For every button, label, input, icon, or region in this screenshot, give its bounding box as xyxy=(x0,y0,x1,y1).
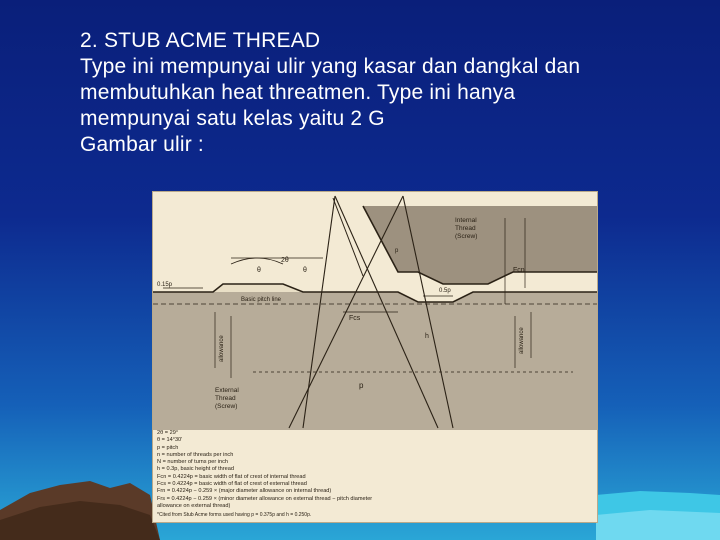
legend-line: 2θ = 29° xyxy=(157,430,179,436)
internal-thread-label-1: Internal xyxy=(455,217,477,224)
heading-line: 2. STUB ACME THREAD xyxy=(80,29,321,52)
dim-05p-label: 0.5p xyxy=(439,288,451,294)
legend-line: θ = 14°30' xyxy=(157,437,183,444)
body-line-3: mempunyai satu kelas yaitu 2 G xyxy=(80,107,385,130)
legend-line: n = number of threads per inch xyxy=(157,451,234,458)
legend-line: Frs = 0.4224p − 0.259 × (minor diameter allowance on external thread − pitch diameter xyxy=(157,495,373,502)
legend-line: Fcs = 0.4224p = basic width of flat of crest of external thread xyxy=(157,481,307,488)
legend-line: N = number of turns per inch xyxy=(157,459,229,466)
caption-line: Gambar ulir : xyxy=(80,133,204,156)
pitch-angle-label: 2θ xyxy=(281,257,289,264)
stub-acme-thread-diagram xyxy=(152,191,598,523)
half-angle-right-label: θ xyxy=(303,267,307,274)
allowance-label-right: allowance xyxy=(519,327,525,354)
external-thread-label-3: (Screw) xyxy=(215,403,238,410)
fcs-label: Fcs xyxy=(349,315,361,322)
dim-015p-label: 0.15p xyxy=(157,282,173,288)
legend-line: Frn = 0.4224p − 0.259 × (major diameter allowance on internal thread) xyxy=(157,488,332,495)
figure-footnote: *Cited from Stub Acme forms used having p = 0.375p and h = 0.250p. xyxy=(157,512,312,518)
body-line-2: membutuhkan heat threatmen. Type ini hanya xyxy=(80,81,516,104)
legend-line: p = pitch xyxy=(157,444,179,451)
h-label: h xyxy=(425,333,429,340)
internal-thread-label-3: (Screw) xyxy=(455,233,478,240)
body-line-1: Type ini mempunyai ulir yang kasar dan dangkal dan xyxy=(80,55,581,78)
p-label: p xyxy=(395,248,399,254)
half-angle-left-label: θ xyxy=(257,267,261,274)
external-thread-label-2: Thread xyxy=(215,395,236,402)
bottom-p-label: p xyxy=(359,381,364,390)
legend-line: h = 0.3p, basic height of thread xyxy=(157,466,234,473)
basic-pitch-line-label: Basic pitch line xyxy=(241,297,282,303)
symbol-legend xyxy=(157,430,593,510)
external-thread-label-1: External xyxy=(215,387,239,394)
legend-line: Fcn = 0.4224p = basic width of flat of crest of internal thread xyxy=(157,473,306,480)
allowance-label-left: allowance xyxy=(219,335,225,362)
internal-thread-label-2: Thread xyxy=(455,225,476,232)
slide-text xyxy=(80,28,690,158)
legend-line: allowance on external thread) xyxy=(157,502,231,509)
fcn-label: Fcn xyxy=(513,267,525,274)
